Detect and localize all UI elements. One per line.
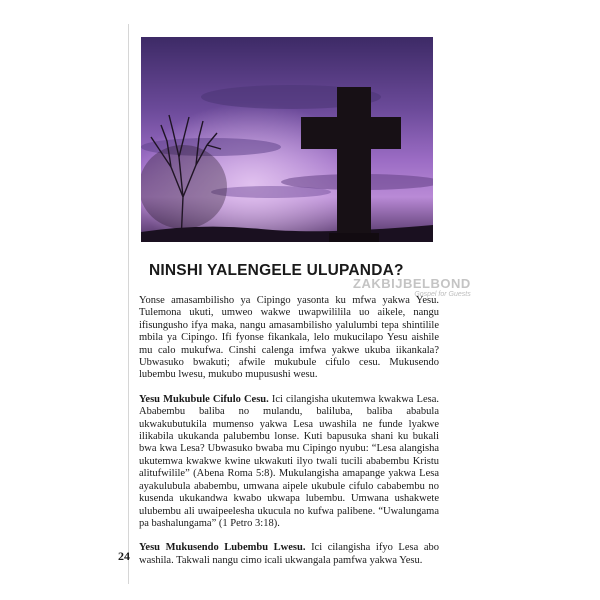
- body-text: [139, 295, 439, 579]
- section-heading: NINSHI YALENGELE ULUPANDA?: [149, 262, 404, 279]
- paragraph-text: Ici cilangisha ukutemwa kwakwa Lesa. Ababembu baliba no mulandu, baliluba, baliba ababula ukwakubutukila mumenso yakwa Lesa uwashila ne funde lyakwe ilikabila ukukanda palubembu lonse. Kuti bapusuka shani ku bukali bwa kwa Lesa? Ubwasuko bwaba mu Cipingo nyubu: “Lesa alangisha ukutemwa kwakwe kwine ukwakuti ilyo twali tucili ababembu Kristu alitufwilile” (Abena Roma 5:8). Mukulangisha amapange yakwa Lesa ayakulubula ababembu, umwana aipele ukubule cifulo cababembu no kusenda ukukandwa kwabo ukwapa lubembu. Umwana ushakwete ulubembu ali uwaipeelesha ukucula no kufwa palibene. “Uwalungama pa bashalungama” (1 Petro 3:18).: [139, 393, 439, 529]
- paragraph-sin-bearer: [139, 542, 439, 567]
- paragraph-lead: Yesu Mukusendo Lubembu Lwesu.: [139, 542, 306, 554]
- watermark-tagline: Gospel for Guests: [414, 291, 471, 298]
- paragraph-substitute: [139, 394, 439, 530]
- cross-photo: [141, 37, 433, 242]
- page-number: 24: [118, 549, 130, 563]
- book-page: [118, 24, 471, 584]
- watermark-brand: ZAKBIJBELBOND: [353, 276, 471, 291]
- paragraph-intro: [139, 295, 439, 382]
- cross-silhouette-illustration: [141, 37, 433, 242]
- paragraph-text: Ici cilangisha ifyo Lesa abo washila. Takwali nangu cimo icali ukwangala pamfwa yakwa Yesu.: [139, 542, 439, 566]
- paragraph-lead: Yesu Mukubule Cifulo Cesu.: [139, 393, 269, 405]
- paragraph-text: Yonse amasambilisho ya Cipingo yasonta ku mfwa yakwa Yesu. Tulemona ukuti, umweo wakwe uwapwililila uo aikele, nangu ifisungusho ifya maka, nangu amasambilisho yalulumbi tepa shintilile mbila ya Cipingo. Ifi fyonse fikankala, lelo mukucilapo Yesu aishile mu calo mukufwa. Cinshi calenga imfwa yakwe ukuba iikankala? Ubwasuko bwakuti; afwile mukubule cifulo cesu. Mukusendo lubembu lwesu, mukubo mupusushi wesu.: [139, 295, 439, 381]
